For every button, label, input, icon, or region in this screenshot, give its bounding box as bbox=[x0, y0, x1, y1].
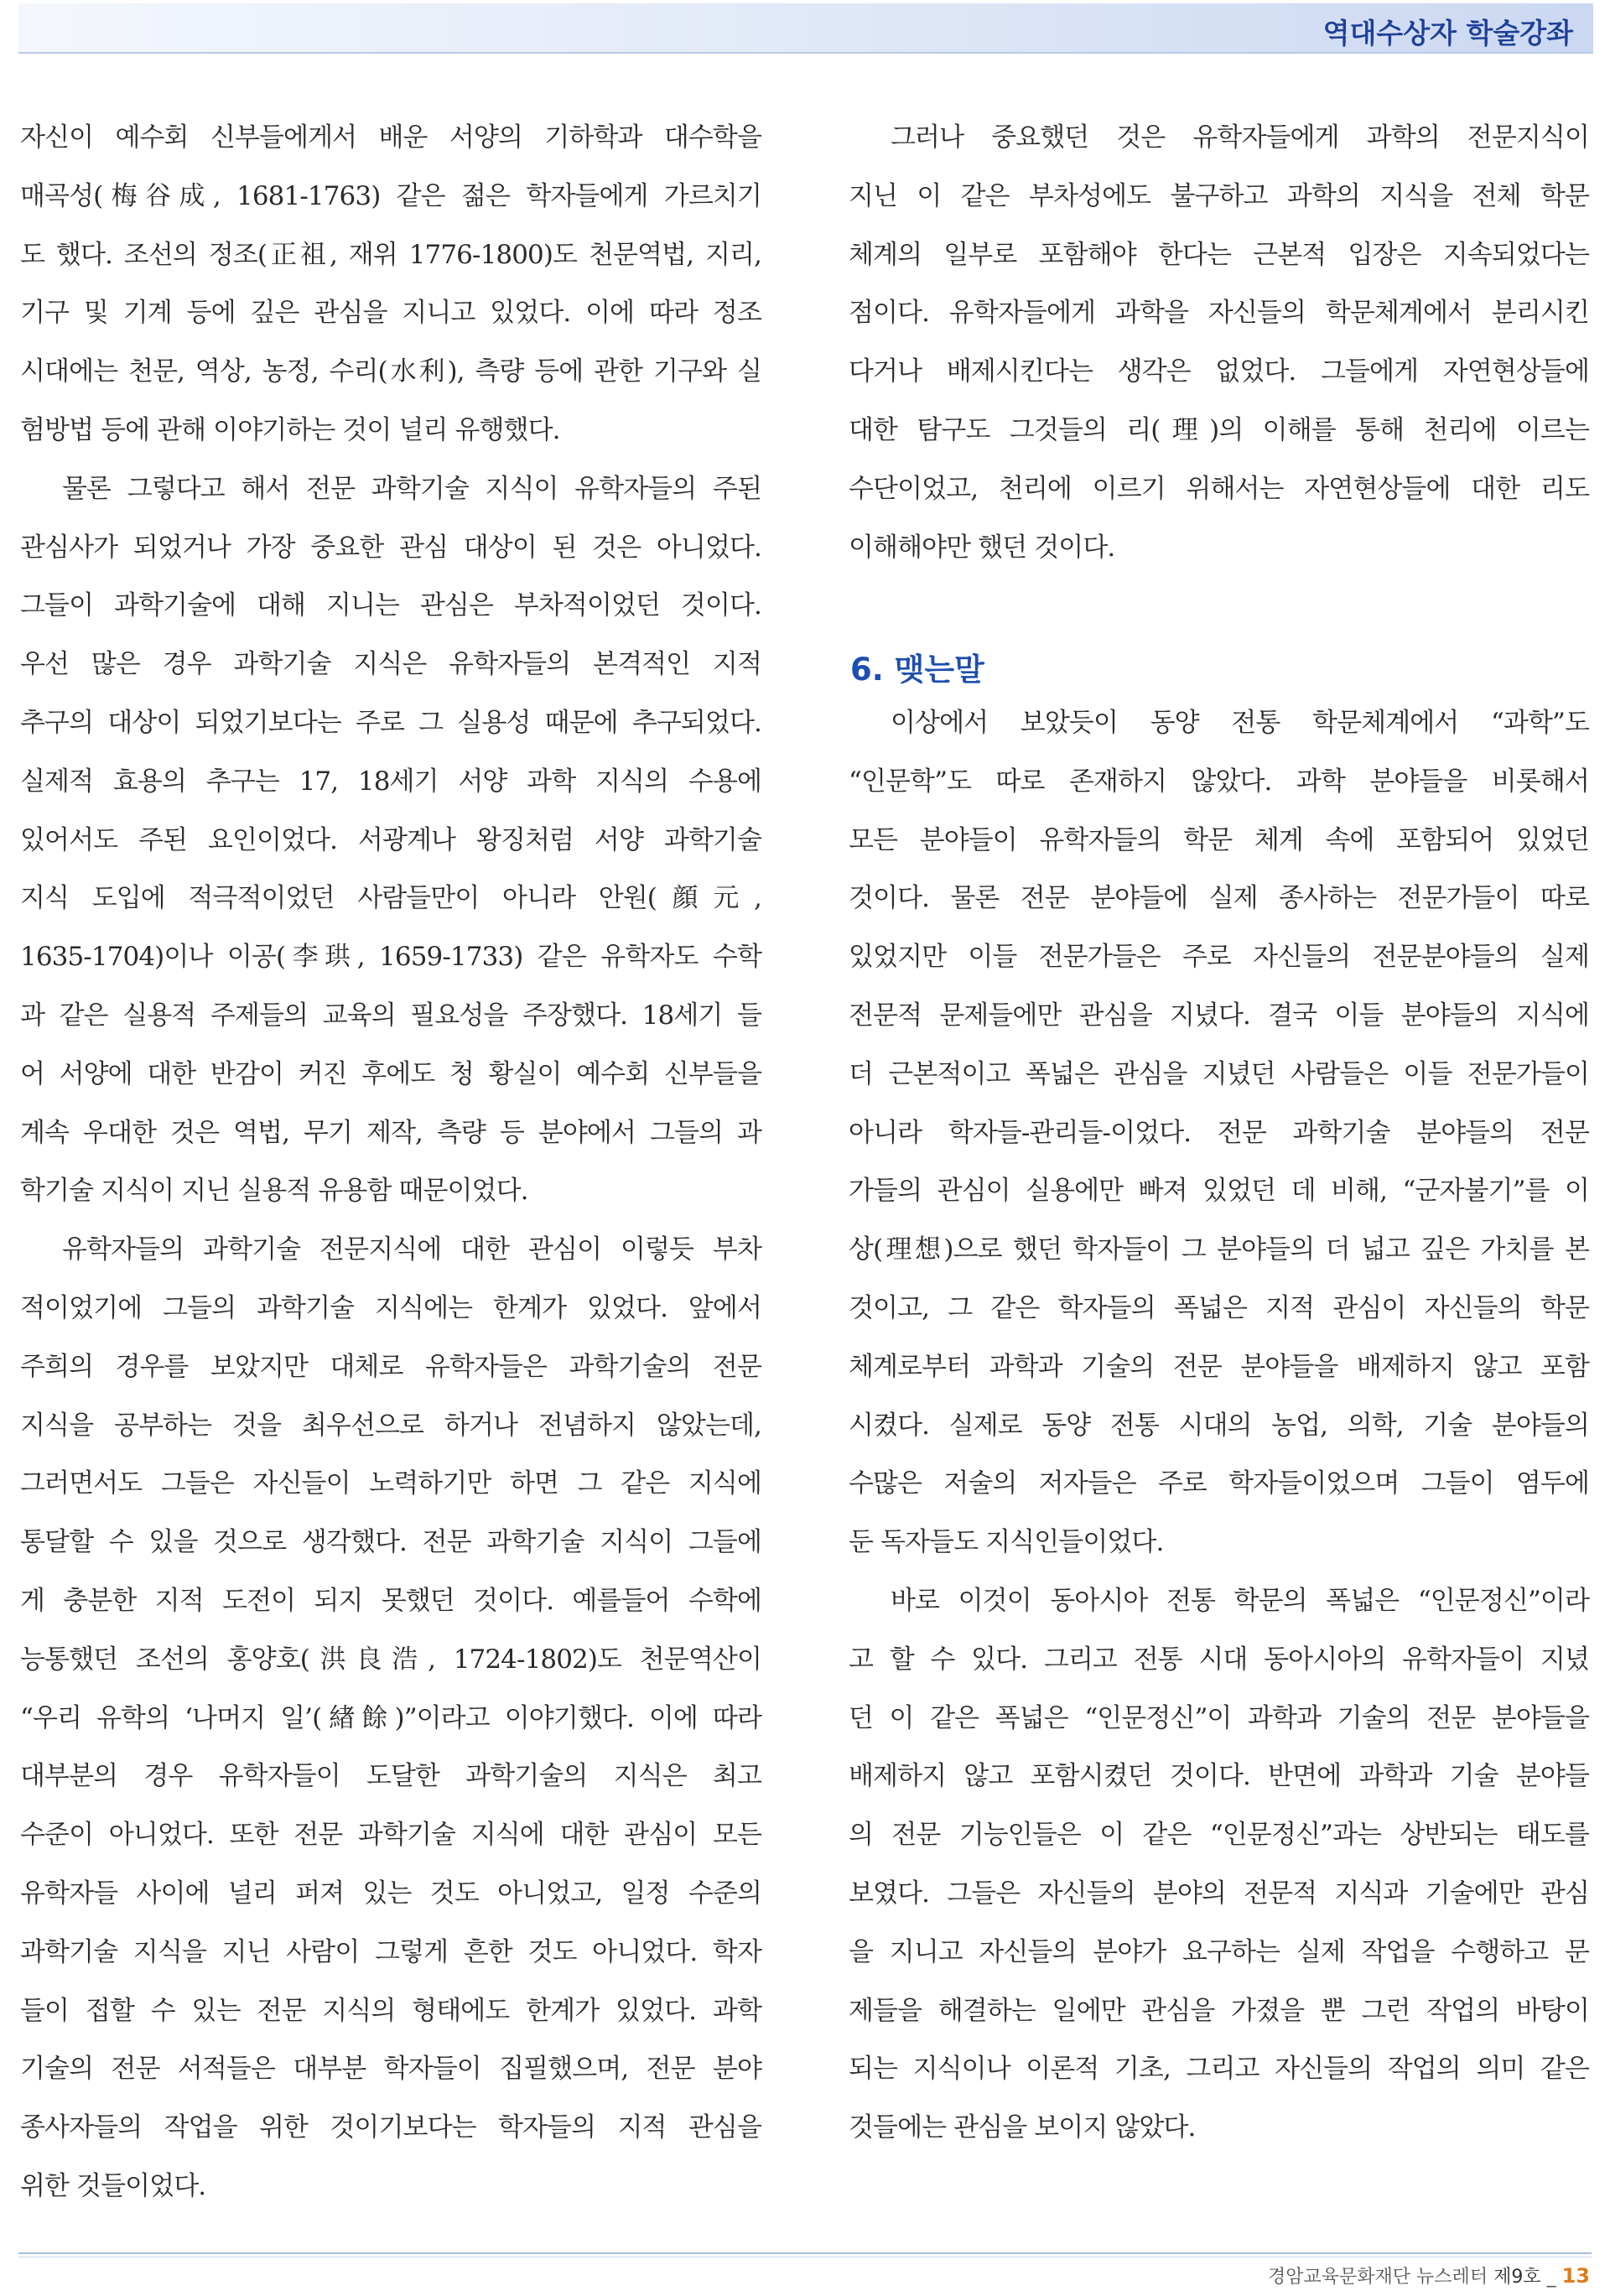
text-line: 의 전문 기능인들은 이 같은 “인문정신”과는 상반되는 태도를 bbox=[849, 1820, 1589, 1851]
header-bar bbox=[18, 3, 1593, 54]
text-line: 학기술 지식이 지닌 실용적 유용함 때문이었다. bbox=[20, 1176, 528, 1207]
text-line: 상(理想)으로 했던 학자들이 그 분야들의 더 넓고 깊은 가치를 본 bbox=[849, 1234, 1589, 1265]
text-line: 그러나 중요했던 것은 유학자들에게 과학의 전문지식이 bbox=[891, 122, 1589, 153]
text-line: 계속 우대한 것은 역법, 무기 제작, 측량 등 분야에서 그들의 과 bbox=[20, 1117, 761, 1148]
text-line: 종사자들의 작업을 위한 것이기보다는 학자들의 지적 관심을 bbox=[20, 2112, 761, 2143]
text-line: “우리 유학의 ‘나머지 일’(緖餘)”이라고 이야기했다. 이에 따라 bbox=[20, 1702, 761, 1733]
text-line: 자신이 예수회 신부들에게서 배운 서양의 기하학과 대수학을 bbox=[20, 122, 761, 153]
right-column-top-text bbox=[849, 109, 1589, 577]
text-line: 적이었기에 그들의 과학기술 지식에는 한계가 있었다. 앞에서 bbox=[20, 1292, 761, 1323]
text-line: 시대에는 천문, 역상, 농정, 수리(水利), 측량 등에 관한 기구와 실 bbox=[20, 356, 761, 387]
text-line: 험방법 등에 관해 이야기하는 것이 널리 유행했다. bbox=[20, 414, 560, 445]
text-line: 지식 도입에 적극적이었던 사람들만이 아니라 안원(顔元, bbox=[20, 883, 761, 914]
text-line: 제들을 해결하는 일에만 관심을 가졌을 뿐 그런 작업의 바탕이 bbox=[849, 1995, 1589, 2026]
text-line: 매곡성(梅谷成, 1681-1763) 같은 젊은 학자들에게 가르치기 bbox=[20, 180, 761, 211]
right-column bbox=[849, 109, 1589, 2158]
text-line: 있었지만 이들 전문가들은 주로 자신들의 전문분야들의 실제 bbox=[849, 942, 1589, 973]
section-title: 역대수상자 학술강좌 bbox=[1322, 17, 1573, 49]
text-line: 가들의 관심이 실용에만 빠져 있었던 데 비해, “군자불기”를 이 bbox=[849, 1176, 1589, 1207]
text-line: 물론 그렇다고 해서 전문 과학기술 지식이 유학자들의 주된 bbox=[62, 473, 761, 504]
text-line: 주희의 경우를 보았지만 대체로 유학자들은 과학기술의 전문 bbox=[20, 1351, 761, 1382]
text-line: 을 지니고 자신들의 분야가 요구하는 실제 작업을 수행하고 문 bbox=[849, 1936, 1589, 1967]
text-line: 체계로부터 과학과 기술의 전문 분야들을 배제하지 않고 포함 bbox=[849, 1351, 1589, 1382]
text-line: 위한 것들이었다. bbox=[20, 2170, 206, 2201]
text-line: 실제적 효용의 추구는 17, 18세기 서양 과학 지식의 수용에 bbox=[20, 766, 761, 797]
footer-divider bbox=[18, 2252, 1592, 2254]
text-line: 1635-1704)이나 이공(李珙, 1659-1733) 같은 유학자도 수학 bbox=[20, 942, 761, 973]
text-line: 아니라 학자들-관리들-이었다. 전문 과학기술 분야들의 전문 bbox=[849, 1117, 1589, 1148]
section-heading-line bbox=[849, 636, 1589, 694]
spacer bbox=[849, 577, 1589, 636]
text-line: 배제하지 않고 포함시켰던 것이다. 반면에 과학과 기술 분야들 bbox=[849, 1761, 1589, 1792]
text-line: 대한 탐구도 그것들의 리(理)의 이해를 통해 천리에 이르는 bbox=[849, 414, 1589, 445]
text-line: 수많은 저술의 저자들은 주로 학자들이었으며 그들이 염두에 bbox=[849, 1468, 1589, 1499]
text-line: 유학자들 사이에 널리 퍼져 있는 것도 아니었고, 일정 수준의 bbox=[20, 1878, 761, 1909]
right-column-bottom-text bbox=[849, 694, 1589, 2158]
text-line: 더 근본적이고 폭넓은 관심을 지녔던 사람들은 이들 전문가들이 bbox=[849, 1058, 1589, 1089]
page-number: 13 bbox=[1561, 2264, 1590, 2288]
text-line: 시켰다. 실제로 동양 전통 시대의 농업, 의학, 기술 분야들의 bbox=[849, 1410, 1589, 1441]
text-line: 게 충분한 지적 도전이 되지 못했던 것이다. 예를들어 수학에 bbox=[20, 1585, 761, 1616]
text-line: 들이 접할 수 있는 전문 지식의 형태에도 한계가 있었다. 과학 bbox=[20, 1995, 761, 2026]
text-line: 이상에서 보았듯이 동양 전통 학문체계에서 “과학”도 bbox=[891, 707, 1589, 738]
text-line: 이해해야만 했던 것이다. bbox=[849, 532, 1115, 563]
left-column bbox=[20, 109, 761, 2216]
text-line: 어 서양에 대한 반감이 커진 후에도 청 황실이 예수회 신부들을 bbox=[20, 1058, 761, 1089]
text-line: 추구의 대상이 되었기보다는 주로 그 실용성 때문에 추구되었다. bbox=[20, 707, 761, 738]
footer bbox=[1268, 2262, 1590, 2288]
text-line: 체계의 일부로 포함해야 한다는 근본적 입장은 지속되었다는 bbox=[849, 239, 1589, 270]
footer-separator: _ bbox=[1546, 2267, 1556, 2288]
text-line: 던 이 같은 폭넓은 “인문정신”이 과학과 기술의 전문 분야들을 bbox=[849, 1702, 1589, 1733]
text-line: 과학기술 지식을 지닌 사람이 그렇게 흔한 것도 아니었다. 학자 bbox=[20, 1936, 761, 1967]
text-line: 고 할 수 있다. 그리고 전통 시대 동아시아의 유학자들이 지녔 bbox=[849, 1644, 1589, 1675]
text-line: 보였다. 그들은 자신들의 분야의 전문적 지식과 기술에만 관심 bbox=[849, 1878, 1589, 1909]
issue-number: 제9호 bbox=[1493, 2267, 1541, 2288]
text-line: 있어서도 주된 요인이었다. 서광계나 왕징처럼 서양 과학기술 bbox=[20, 824, 761, 855]
text-line: 모든 분야들이 유학자들의 학문 체계 속에 포함되어 있었던 bbox=[849, 824, 1589, 855]
text-line: 것들에는 관심을 보이지 않았다. bbox=[849, 2112, 1196, 2143]
text-line: 우선 많은 경우 과학기술 지식은 유학자들의 본격적인 지적 bbox=[20, 649, 761, 680]
text-line: 점이다. 유학자들에게 과학을 자신들의 학문체계에서 분리시킨 bbox=[849, 298, 1589, 329]
text-line: 바로 이것이 동아시아 전통 학문의 폭넓은 “인문정신”이라 bbox=[891, 1585, 1589, 1616]
text-line: 기구 및 기계 등에 깊은 관심을 지니고 있었다. 이에 따라 정조 bbox=[20, 298, 761, 329]
text-line: 수단이었고, 천리에 이르기 위해서는 자연현상들에 대한 리도 bbox=[849, 473, 1589, 504]
text-line: 다거나 배제시킨다는 생각은 없었다. 그들에게 자연현상들에 bbox=[849, 356, 1589, 387]
publication-name: 경암교육문화재단 뉴스레터 bbox=[1268, 2267, 1488, 2288]
text-line: 그들이 과학기술에 대해 지니는 관심은 부차적이었던 것이다. bbox=[20, 590, 761, 621]
text-line: 기술의 전문 서적들은 대부분 학자들이 집필했으며, 전문 분야 bbox=[20, 2054, 761, 2085]
text-line: 과 같은 실용적 주제들의 교육의 필요성을 주장했다. 18세기 들 bbox=[20, 1000, 761, 1031]
text-line: 그러면서도 그들은 자신들이 노력하기만 하면 그 같은 지식에 bbox=[20, 1468, 761, 1499]
text-line: 것이고, 그 같은 학자들의 폭넓은 지적 관심이 자신들의 학문 bbox=[849, 1292, 1589, 1323]
text-line: 되는 지식이나 이론적 기초, 그리고 자신들의 작업의 의미 같은 bbox=[849, 2054, 1589, 2085]
text-line: 관심사가 되었거나 가장 중요한 관심 대상이 된 것은 아니었다. bbox=[20, 532, 761, 563]
text-line: 능통했던 조선의 홍양호(洪良浩, 1724-1802)도 천문역산이 bbox=[20, 1644, 761, 1675]
text-line: 전문적 문제들에만 관심을 지녔다. 결국 이들 분야들의 지식에 bbox=[849, 1000, 1589, 1031]
text-line: 지식을 공부하는 것을 최우선으로 하거나 전념하지 않았는데, bbox=[20, 1410, 761, 1441]
section-heading: 6. 맺는말 bbox=[850, 652, 984, 688]
text-line: 수준이 아니었다. 또한 전문 과학기술 지식에 대한 관심이 모든 bbox=[20, 1820, 761, 1851]
text-line: 대부분의 경우 유학자들이 도달한 과학기술의 지식은 최고 bbox=[20, 1761, 761, 1792]
text-line: 통달할 수 있을 것으로 생각했다. 전문 과학기술 지식이 그들에 bbox=[20, 1527, 761, 1558]
text-line: 것이다. 물론 전문 분야들에 실제 종사하는 전문가들이 따로 bbox=[849, 883, 1589, 914]
text-line: 둔 독자들도 지식인들이었다. bbox=[849, 1527, 1164, 1558]
text-line: 유학자들의 과학기술 전문지식에 대한 관심이 이렇듯 부차 bbox=[62, 1234, 761, 1265]
text-line: “인문학”도 따로 존재하지 않았다. 과학 분야들을 비롯해서 bbox=[849, 766, 1589, 797]
text-line: 도 했다. 조선의 정조(正祖, 재위 1776-1800)도 천문역법, 지리, bbox=[20, 239, 761, 270]
text-line: 지닌 이 같은 부차성에도 불구하고 과학의 지식을 전체 학문 bbox=[849, 180, 1589, 211]
